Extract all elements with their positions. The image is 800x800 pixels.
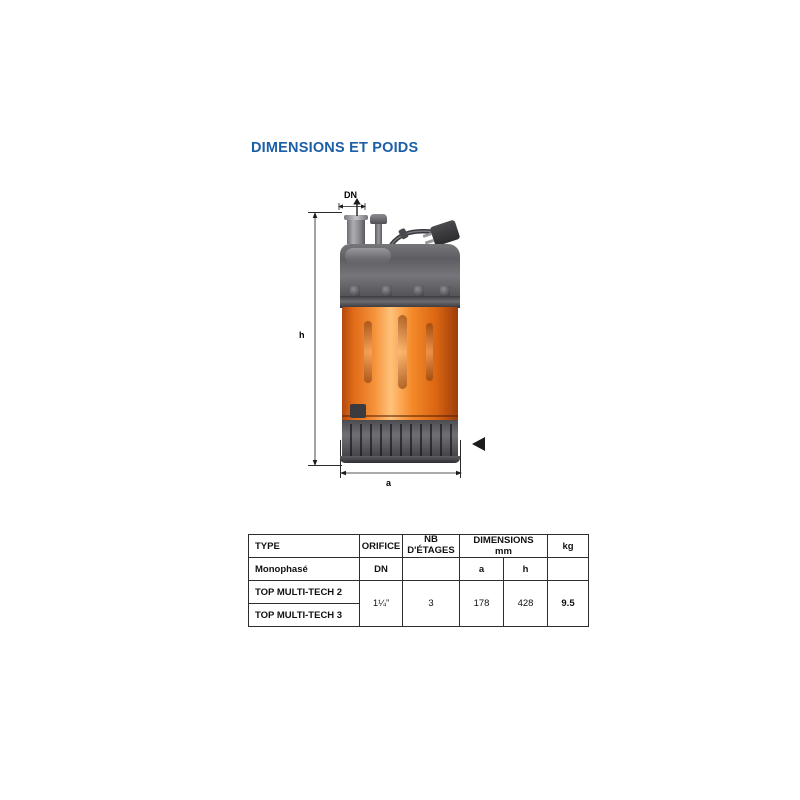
height-extension-top — [308, 212, 342, 213]
housing-screw — [350, 286, 360, 296]
width-extension-right — [460, 440, 461, 478]
height-extension-bottom — [308, 465, 342, 466]
header-type: TYPE — [249, 535, 360, 558]
row-orifice: 1¼” — [360, 581, 403, 627]
header-stages-line2: D'ÉTAGES — [407, 545, 455, 556]
header-stages-line1: NB — [424, 534, 438, 546]
table-header-row — [249, 535, 589, 558]
subheader-phase: Monophasé — [249, 558, 360, 581]
housing-screw — [414, 286, 424, 296]
pump-dimension-drawing — [300, 190, 530, 500]
discharge-outlet — [347, 218, 365, 244]
height-dimension-arrows — [308, 212, 322, 466]
table-footer-spacer — [249, 627, 589, 652]
page-title: DIMENSIONS ET POIDS — [251, 140, 419, 156]
dimensions-weights-table — [248, 534, 589, 651]
header-weight: kg — [548, 535, 589, 558]
height-dimension-label: h — [299, 330, 305, 340]
subheader-dim-a: a — [460, 558, 504, 581]
rating-label — [350, 404, 366, 418]
table-subheader-row — [249, 558, 589, 581]
row-type: TOP MULTI-TECH 2 — [249, 581, 360, 604]
row-type: TOP MULTI-TECH 3 — [249, 604, 360, 627]
table-row — [249, 581, 589, 604]
width-dimension-label: a — [386, 478, 392, 488]
housing-screw — [382, 286, 392, 296]
header-orifice: ORIFICE — [360, 535, 403, 558]
header-dimensions-label: DIMENSIONS — [473, 535, 534, 546]
row-stages: 3 — [403, 581, 460, 627]
subheader-stages-blank — [403, 558, 460, 581]
subheader-dim-h: h — [504, 558, 548, 581]
header-dimensions-unit: mm — [495, 546, 512, 557]
pump-base — [340, 456, 460, 463]
dn-dimension-label: DN — [344, 190, 357, 200]
subheader-dn: DN — [360, 558, 403, 581]
subheader-weight-blank — [548, 558, 589, 581]
header-stages — [403, 535, 460, 558]
row-weight: 9.5 — [548, 581, 589, 627]
pump-illustration — [340, 212, 460, 462]
row-dim-a: 178 — [460, 581, 504, 627]
row-dim-h: 428 — [504, 581, 548, 627]
housing-screw — [440, 286, 450, 296]
flow-up-arrow — [352, 198, 362, 216]
inlet-arrow — [472, 437, 485, 451]
motor-housing — [340, 244, 460, 302]
header-dimensions — [460, 535, 548, 558]
width-dimension-arrows — [340, 467, 462, 479]
